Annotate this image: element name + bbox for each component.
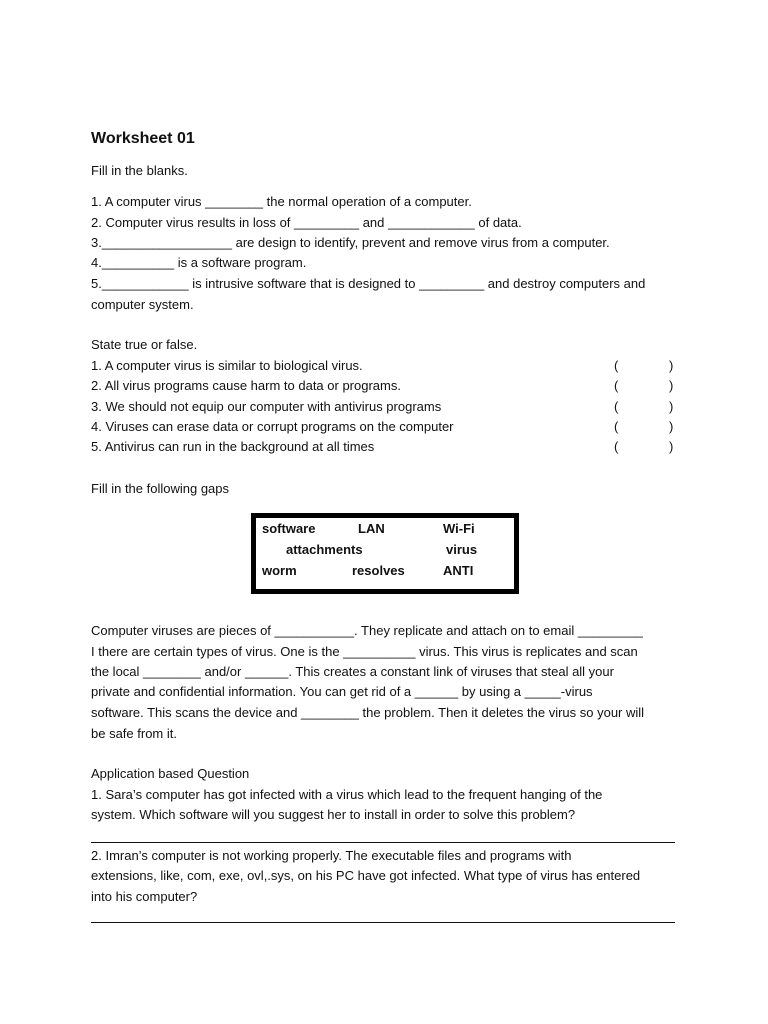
answer-open-paren: ( xyxy=(614,358,619,373)
word-bank-item: resolves xyxy=(352,563,405,578)
true-false-statement: 1. A computer virus is similar to biological virus. xyxy=(91,358,363,373)
fill-blank-item-2: 2. Computer virus results in loss of _________ and ____________ of data. xyxy=(91,215,522,230)
true-false-heading: State true or false. xyxy=(91,337,198,352)
application-question-2: into his computer? xyxy=(91,889,198,904)
answer-line xyxy=(91,842,675,843)
answer-open-paren: ( xyxy=(614,378,619,393)
word-bank-item: attachments xyxy=(286,542,363,557)
fill-blanks-heading: Fill in the blanks. xyxy=(91,163,188,178)
true-false-row xyxy=(91,398,676,416)
fill-blank-item-5-cont: computer system. xyxy=(91,297,194,312)
true-false-row xyxy=(91,357,676,375)
true-false-statement: 5. Antivirus can run in the background at all times xyxy=(91,439,375,454)
word-bank-item: worm xyxy=(262,563,297,578)
answer-open-paren: ( xyxy=(614,439,619,454)
true-false-statement: 3. We should not equip our computer with antivirus programs xyxy=(91,399,442,414)
gap-paragraph-line: Computer viruses are pieces of ___________. They replicate and attach on to email _________ xyxy=(91,623,643,638)
application-question-2: 2. Imran’s computer is not working properly. The executable files and programs with xyxy=(91,848,572,863)
true-false-row xyxy=(91,418,676,436)
answer-close-paren: ) xyxy=(669,378,674,393)
answer-close-paren: ) xyxy=(669,439,674,454)
answer-open-paren: ( xyxy=(614,399,619,414)
application-question-1: 1. Sara’s computer has got infected with a virus which lead to the frequent hanging of the xyxy=(91,787,603,802)
word-bank-item: virus xyxy=(446,542,478,557)
word-bank-item: Wi-Fi xyxy=(443,521,475,536)
fill-blank-item-1: 1. A computer virus ________ the normal operation of a computer. xyxy=(91,194,472,209)
gap-paragraph-line: private and confidential information. You can get rid of a ______ by using a _____-virus xyxy=(91,684,593,699)
worksheet-title: Worksheet 01 xyxy=(91,130,195,147)
answer-close-paren: ) xyxy=(669,399,674,414)
answer-close-paren: ) xyxy=(669,358,674,373)
gap-paragraph-line: software. This scans the device and ________ the problem. Then it deletes the virus so your will xyxy=(91,705,645,720)
true-false-row xyxy=(91,377,676,395)
gaps-heading: Fill in the following gaps xyxy=(91,481,230,496)
true-false-statement: 4. Viruses can erase data or corrupt programs on the computer xyxy=(91,419,454,434)
true-false-statement: 2. All virus programs cause harm to data or programs. xyxy=(91,378,401,393)
fill-blank-item-3: 3.__________________ are design to identify, prevent and remove virus from a computer. xyxy=(91,235,610,250)
word-bank-item: ANTI xyxy=(443,563,474,578)
application-heading: Application based Question xyxy=(91,766,250,781)
word-bank-box xyxy=(251,513,519,594)
word-bank-item: software xyxy=(262,521,316,536)
gap-paragraph-line: I there are certain types of virus. One is the __________ virus. This virus is replicates and scan xyxy=(91,644,638,659)
answer-open-paren: ( xyxy=(614,419,619,434)
fill-blank-item-4: 4.__________ is a software program. xyxy=(91,255,307,270)
application-question-2: extensions, like, com, exe, ovl,.sys, on his PC have got infected. What type of virus has entered xyxy=(91,868,641,883)
gap-paragraph-line: be safe from it. xyxy=(91,726,177,741)
answer-line xyxy=(91,922,675,923)
fill-blank-item-5: 5.____________ is intrusive software that is designed to _________ and destroy computers and xyxy=(91,276,646,291)
true-false-row xyxy=(91,438,676,456)
answer-close-paren: ) xyxy=(669,419,674,434)
word-bank-item: LAN xyxy=(358,521,385,536)
gap-paragraph-line: the local ________ and/or ______. This creates a constant link of viruses that steal all your xyxy=(91,664,614,679)
application-question-1: system. Which software will you suggest her to install in order to solve this problem? xyxy=(91,807,576,822)
